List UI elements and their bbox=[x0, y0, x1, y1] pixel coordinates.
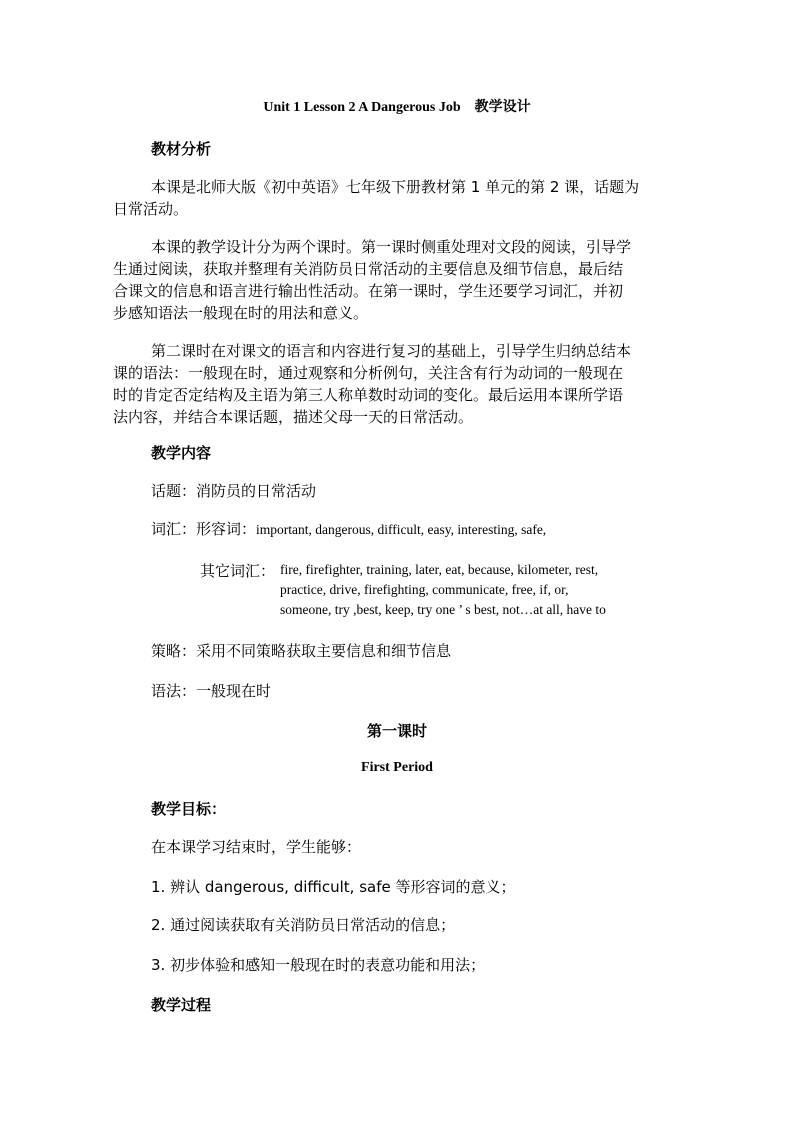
vocab-line bbox=[151, 518, 546, 541]
process-heading: 教学过程 bbox=[151, 996, 212, 1014]
objective-item-2: 2. 通过阅读获取有关消防员日常活动的信息； bbox=[151, 916, 456, 934]
other-vocab-line-1: fire, firefighter, training, later, eat, because, kilometer, rest, bbox=[280, 562, 599, 577]
topic-line: 话题：消防员的日常活动 bbox=[151, 482, 317, 500]
paragraph-3-line-4: 法内容，并结合本课话题，描述父母一天的日常活动。 bbox=[113, 408, 474, 426]
vocab-label: 词汇：形容词： bbox=[151, 520, 257, 538]
vocab-adjectives: important, dangerous, difficult, easy, interesting, safe, bbox=[256, 522, 547, 537]
other-vocab-line-2: practice, drive, firefighting, communicate, free, if, or, bbox=[280, 582, 569, 597]
paragraph-3-line-1: 第二课时在对课文的语言和内容进行复习的基础上，引导学生归纳总结本 bbox=[151, 342, 632, 360]
objectives-intro: 在本课学习结束时，学生能够： bbox=[151, 838, 362, 856]
paragraph-2-line-1: 本课的教学设计分为两个课时。第一课时侧重处理对文段的阅读，引导学 bbox=[151, 238, 632, 256]
objective-item-3: 3. 初步体验和感知一般现在时的表意功能和用法； bbox=[151, 956, 486, 974]
other-vocab-line-3: someone, try ,best, keep, try one ’ s best, not…at all, have to bbox=[280, 602, 606, 617]
period-heading-chinese: 第一课时 bbox=[366, 722, 427, 740]
document-title bbox=[0, 96, 794, 116]
objectives-heading: 教学目标： bbox=[151, 800, 227, 818]
grammar-line: 语法：一般现在时 bbox=[151, 682, 272, 700]
paragraph-3-line-2: 课的语法：一般现在时，通过观察和分析例句，关注含有行为动词的一般现在 bbox=[113, 364, 624, 382]
paragraph-1-line-2: 日常活动。 bbox=[113, 200, 189, 218]
paragraph-3-line-3: 时的肯定否定结构及主语为第三人称单数时动词的变化。最后运用本课所学语 bbox=[113, 386, 624, 404]
section-heading-content: 教学内容 bbox=[151, 444, 212, 462]
title-chinese: 教学设计 bbox=[474, 99, 531, 115]
section-heading-analysis: 教材分析 bbox=[151, 140, 212, 158]
objective-item-1: 1. 辨认 dangerous, difficult, safe 等形容词的意义； bbox=[151, 878, 516, 896]
period-heading-english: First Period bbox=[361, 760, 433, 775]
paragraph-2-line-2: 生通过阅读，获取并整理有关消防员日常活动的主要信息及细节信息，最后结 bbox=[113, 260, 624, 278]
paragraph-2-line-3: 合课文的信息和语言进行输出性活动。在第一课时，学生还要学习词汇，并初 bbox=[113, 282, 624, 300]
paragraph-2-line-4: 步感知语法一般现在时的用法和意义。 bbox=[113, 304, 369, 322]
other-vocab-label: 其它词汇： bbox=[200, 562, 276, 580]
strategy-line: 策略：采用不同策略获取主要信息和细节信息 bbox=[151, 642, 452, 660]
paragraph-1-line-1: 本课是北师大版《初中英语》七年级下册教材第 1 单元的第 2 课，话题为 bbox=[151, 178, 640, 196]
title-english: Unit 1 Lesson 2 A Dangerous Job bbox=[263, 100, 461, 115]
